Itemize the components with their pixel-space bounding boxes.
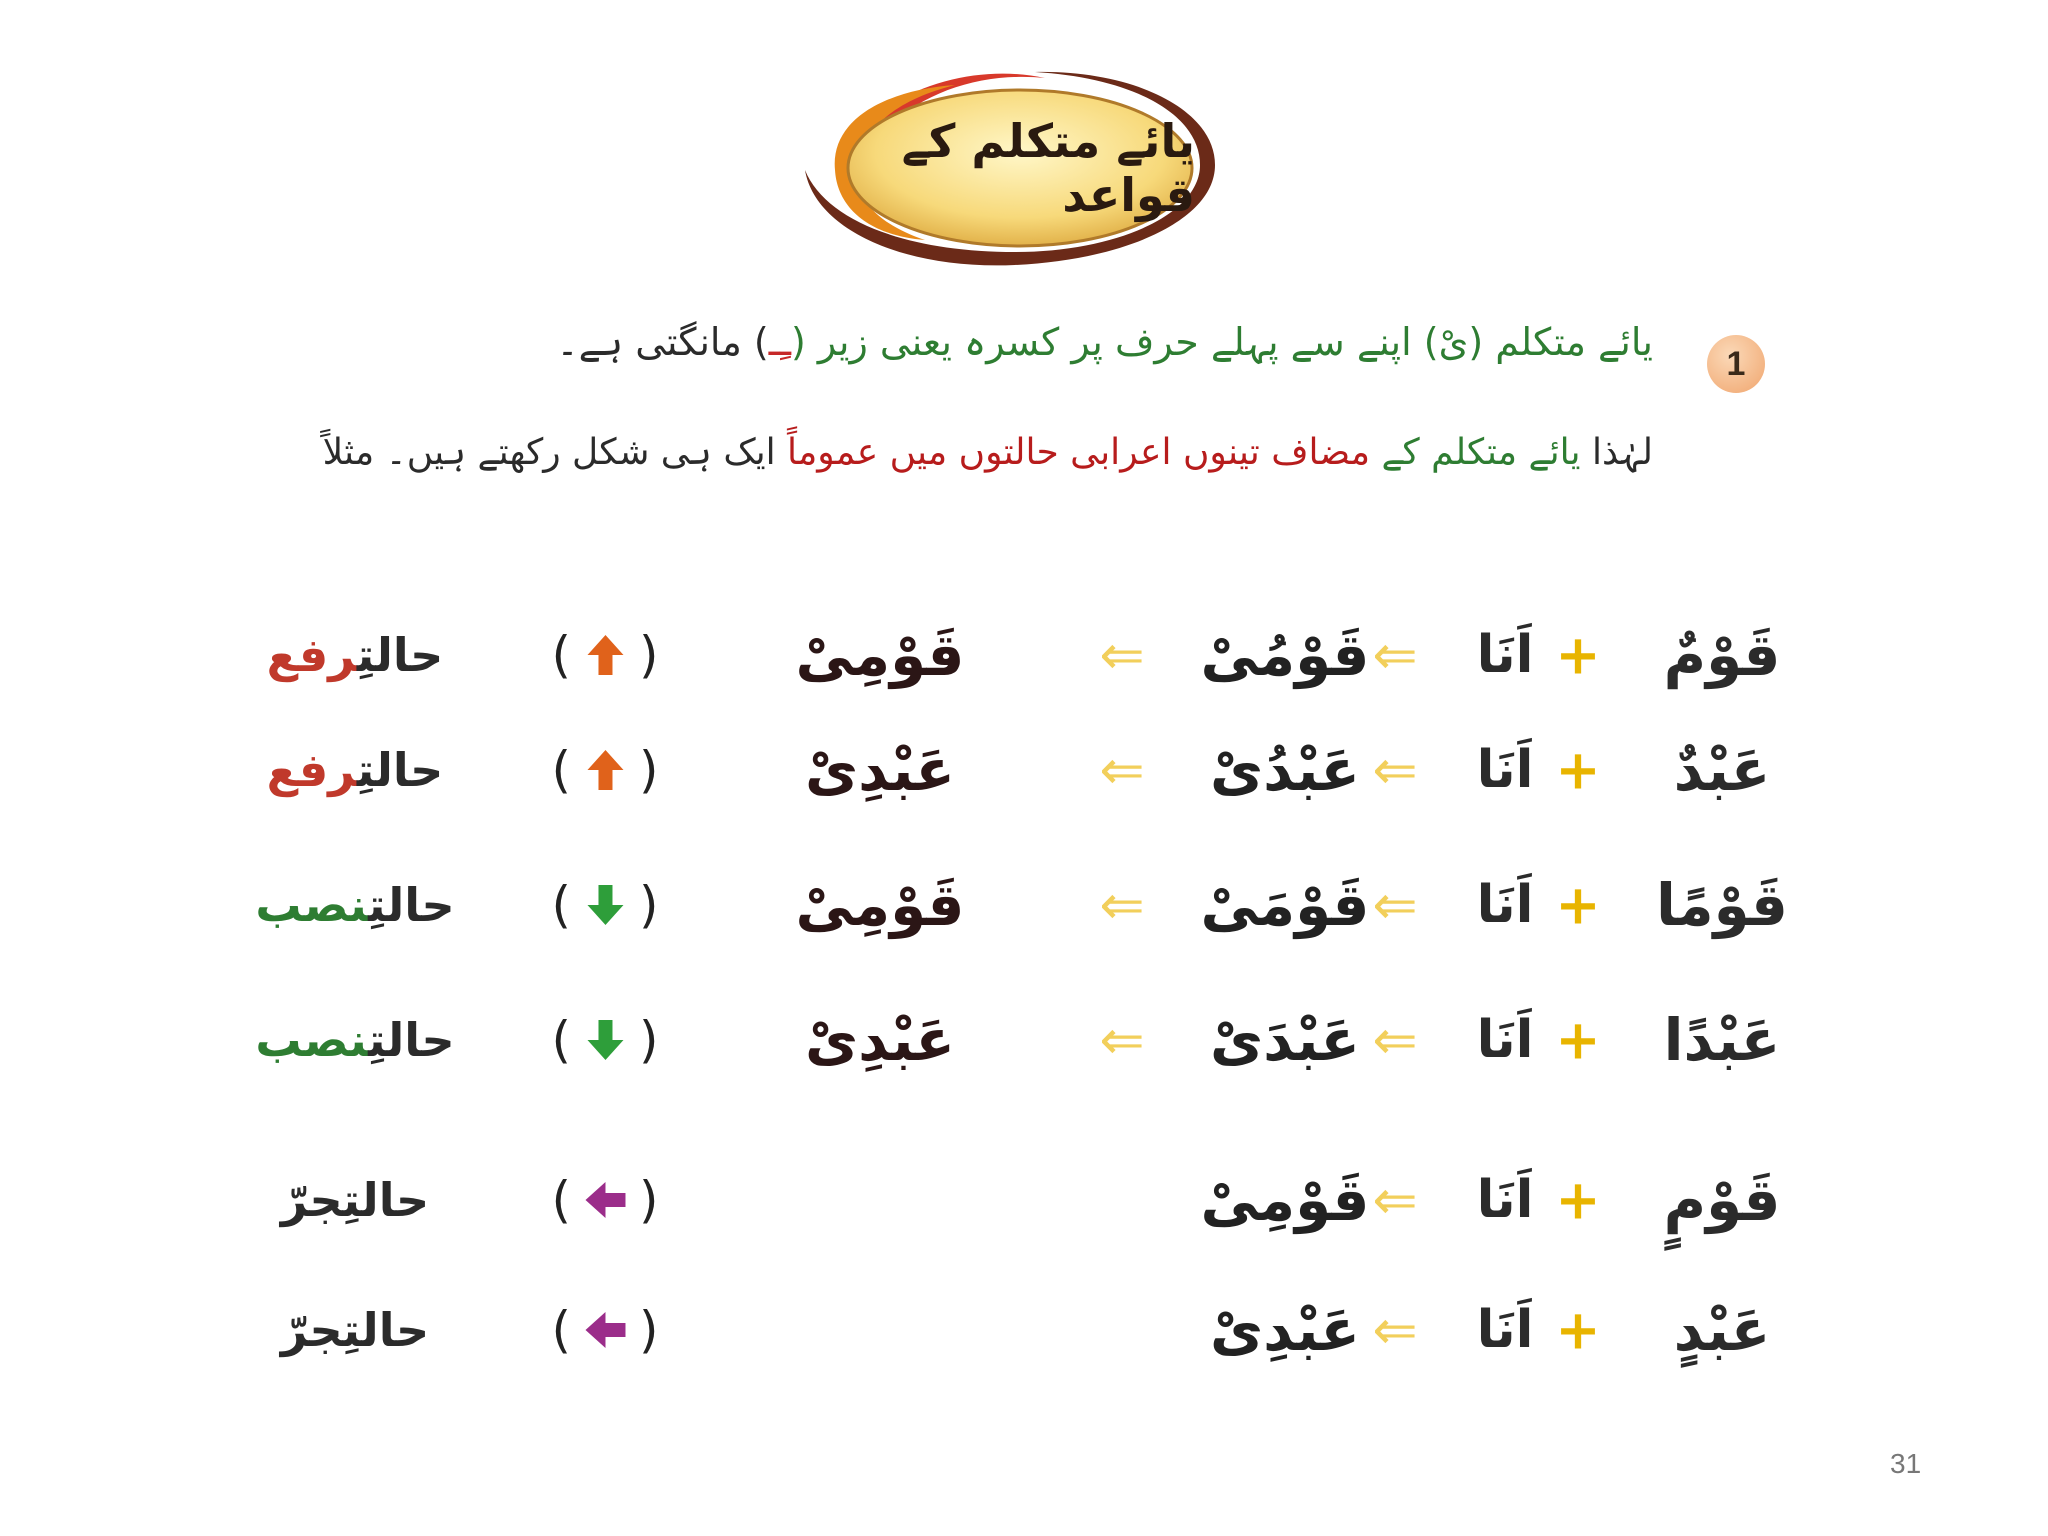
double-arrow-icon: ⇐ bbox=[1099, 1008, 1145, 1072]
case-prefix: حالتِ bbox=[356, 628, 444, 682]
case-name: نصب bbox=[255, 878, 369, 932]
rule-line-2-lihaza: لہٰذا bbox=[1592, 432, 1653, 473]
double-arrow-icon: ⇐ bbox=[1372, 1008, 1418, 1072]
base-word: قَوْمٌ bbox=[1663, 621, 1781, 689]
rule-line-2-ya: یائے متکلم کے bbox=[1381, 432, 1581, 473]
arrow-left-icon bbox=[581, 1306, 629, 1354]
base-word: عَبْدٌ bbox=[1673, 736, 1771, 804]
rule-line-1-part2: ) مانگتی ہے۔ bbox=[556, 320, 769, 364]
paren-open: ( bbox=[551, 1301, 571, 1359]
case-arrow-left bbox=[551, 1301, 658, 1359]
result-form: عَبْدِیْ bbox=[805, 736, 955, 804]
arrow-left-icon bbox=[581, 1176, 629, 1224]
case-arrow-up bbox=[551, 626, 658, 684]
double-arrow-icon: ⇐ bbox=[1099, 738, 1145, 802]
case-prefix: حالتِ bbox=[356, 743, 444, 797]
arrow-up-icon bbox=[581, 631, 629, 679]
paren-close: ) bbox=[639, 741, 659, 799]
paren-close: ) bbox=[639, 1011, 659, 1069]
plus-sign: + bbox=[1555, 738, 1601, 802]
arrow-up-icon bbox=[581, 746, 629, 794]
double-arrow-icon: ⇐ bbox=[1099, 873, 1145, 937]
case-label bbox=[255, 878, 454, 932]
combined-form: عَبْدُیْ bbox=[1210, 736, 1360, 804]
paren-close: ) bbox=[639, 1171, 659, 1229]
case-arrow-down bbox=[551, 876, 658, 934]
case-name: جرّ bbox=[280, 1173, 343, 1227]
double-arrow-icon: ⇐ bbox=[1372, 873, 1418, 937]
case-prefix: حالتِ bbox=[342, 1173, 430, 1227]
combined-form: قَوْمُیْ bbox=[1200, 621, 1370, 689]
paren-open: ( bbox=[551, 1171, 571, 1229]
combined-form: قَوْمَیْ bbox=[1200, 871, 1370, 939]
case-name: رفع bbox=[266, 743, 357, 797]
combined-form: عَبْدَیْ bbox=[1210, 1006, 1360, 1074]
case-name: رفع bbox=[266, 628, 357, 682]
page-number: 31 bbox=[1890, 1448, 1922, 1479]
plus-sign: + bbox=[1555, 1008, 1601, 1072]
double-arrow-icon: ⇐ bbox=[1372, 623, 1418, 687]
arrow-down-icon bbox=[581, 1016, 629, 1064]
case-label bbox=[267, 628, 444, 682]
case-prefix: حالتِ bbox=[342, 1303, 430, 1357]
paren-open: ( bbox=[551, 1011, 571, 1069]
base-word: قَوْمًا bbox=[1655, 871, 1789, 939]
case-label bbox=[267, 743, 444, 797]
pronoun-ana: اَنَا bbox=[1476, 1170, 1534, 1230]
pronoun-ana: اَنَا bbox=[1476, 625, 1534, 685]
double-arrow-icon: ⇐ bbox=[1099, 623, 1145, 687]
plus-sign: + bbox=[1555, 873, 1601, 937]
case-arrow-down bbox=[551, 1011, 658, 1069]
result-form: عَبْدِیْ bbox=[805, 1006, 955, 1074]
case-name: جرّ bbox=[280, 1303, 343, 1357]
page-title: یائے متکلم کے قواعد bbox=[901, 114, 1195, 222]
case-prefix: حالتِ bbox=[368, 1013, 455, 1067]
double-arrow-icon: ⇐ bbox=[1372, 738, 1418, 802]
plus-sign: + bbox=[1555, 1298, 1601, 1362]
rule-number-badge: 1 bbox=[1707, 335, 1765, 393]
paren-close: ) bbox=[639, 876, 659, 934]
pronoun-ana: اَنَا bbox=[1476, 1010, 1534, 1070]
result-form: قَوْمِیْ bbox=[795, 871, 965, 939]
case-label bbox=[255, 1013, 454, 1067]
case-name: نصب bbox=[255, 1013, 369, 1067]
base-word: عَبْدٍ bbox=[1673, 1296, 1771, 1364]
combined-form: عَبْدِیْ bbox=[1210, 1296, 1360, 1364]
paren-close: ) bbox=[639, 1301, 659, 1359]
pronoun-ana: اَنَا bbox=[1476, 1300, 1534, 1360]
case-arrow-up bbox=[551, 741, 658, 799]
plus-sign: + bbox=[1555, 623, 1601, 687]
paren-open: ( bbox=[551, 741, 571, 799]
plus-sign: + bbox=[1555, 1168, 1601, 1232]
double-arrow-icon: ⇐ bbox=[1372, 1298, 1418, 1362]
paren-open: ( bbox=[551, 626, 571, 684]
rule-line-2-rest: ایک ہی شکل رکھتے ہیں۔ مثلاً bbox=[322, 432, 776, 473]
double-arrow-icon: ⇐ bbox=[1372, 1168, 1418, 1232]
rule-line-1-part1: یائے متکلم (یْ) اپنے سے پہلے حرف پر کسرہ یعنی زیر ( bbox=[791, 320, 1653, 364]
pronoun-ana: اَنَا bbox=[1476, 740, 1534, 800]
case-arrow-left bbox=[551, 1171, 658, 1229]
paren-open: ( bbox=[551, 876, 571, 934]
combined-form: قَوْمِیْ bbox=[1200, 1166, 1370, 1234]
base-word: عَبْدًا bbox=[1663, 1006, 1781, 1074]
rule-line-2-mudaf: مضاف تینوں اعرابی حالتوں میں عموماً bbox=[787, 432, 1370, 473]
case-label bbox=[281, 1303, 429, 1357]
kasra-sign: ـِـ bbox=[768, 320, 792, 364]
result-form: قَوْمِیْ bbox=[795, 621, 965, 689]
pronoun-ana: اَنَا bbox=[1476, 875, 1534, 935]
case-prefix: حالتِ bbox=[368, 878, 455, 932]
paren-close: ) bbox=[639, 626, 659, 684]
base-word: قَوْمٍ bbox=[1663, 1166, 1781, 1234]
case-label bbox=[281, 1173, 429, 1227]
rule-line-2 bbox=[323, 432, 1653, 473]
rule-line-1 bbox=[556, 320, 1653, 364]
arrow-down-icon bbox=[581, 881, 629, 929]
